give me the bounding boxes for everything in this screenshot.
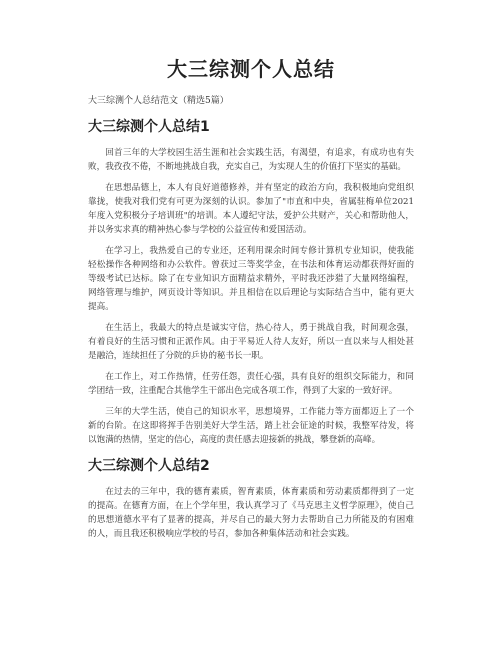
paragraph: 在过去的三年中，我的德育素质，智育素质，体育素质和劳动素质都得到了一定的提高。在德育方面，在上个学年里，我认真学习了《马克思主义哲学原理》，使自己的思想道德水平有了显著的提高，并尽自己的最大努力去帮助自己力所能及的有困难的人，而且我还积极响应学校的号召，参加各种集体活动和社会实践。 (88, 487, 414, 539)
paragraph: 在工作上，对工作热情，任劳任怨，责任心强，具有良好的组织交际能力，和同学团结一致，注重配合其他学生干部出色完成各项工作，得到了大家的一致好评。 (88, 372, 414, 396)
paragraph: 在生活上，我最大的特点是诚实守信，热心待人，勇于挑战自我，时间观念强，有着良好的生活习惯和正派作风。由于平易近人待人友好，所以一直以来与人相处甚是融洽，连续担任了分院的乒协的秘书长一职。 (88, 323, 414, 361)
paragraph: 回首三年的大学校园生活生涯和社会实践生活，有渴望，有追求，有成功也有失败，我孜孜不倦，不断地挑战自我，充实自己，为实现人生的价值打下坚实的基础。 (88, 148, 414, 172)
document-title: 大三综测个人总结 (167, 57, 335, 81)
section-1 (88, 118, 414, 447)
paragraph: 在学习上，我热爱自己的专业还，还利用课余时间专修计算机专业知识，使我能轻松操作各种网络和办公软件。曾获过三等奖学金，在书法和体育运动都获得好面的等级考试已达标。除了在专业知识方面精益求精外，平时我还涉猎了大量网络编程，网络管理与维护，网页设计等知识。并且相信在以后理论与实际结合当中，能有更大提高。 (88, 246, 414, 312)
paragraph: 在思想品德上，本人有良好道德修养，并有坚定的政治方向，我积极地向党组织靠拢，使我对我们党有可更为深刻的认识。参加了"市直和中央，省属驻梅单位2021年度入党积极分子培训班"的培训。本人遵纪守法，爱护公共财产，关心和帮助他人，并以务实求真的精神热心参与学校的公益宣传和爱国活动。 (88, 183, 414, 235)
section-heading: 大三综测个人总结2 (88, 458, 210, 474)
section-2 (88, 457, 414, 541)
paragraph: 三年的大学生活，使自己的知识水平，思想境界，工作能力等方面都迈上了一个新的台阶。在这即将挥手告别美好大学生活，踏上社会征途的时候，我整军待发，将以饱满的热情，坚定的信心，高度的责任感去迎接新的挑战，攀登新的高峰。 (88, 407, 414, 445)
section-heading: 大三综测个人总结1 (88, 119, 210, 135)
document-subtitle: 大三综测个人总结范文（精选5篇） (88, 96, 229, 106)
